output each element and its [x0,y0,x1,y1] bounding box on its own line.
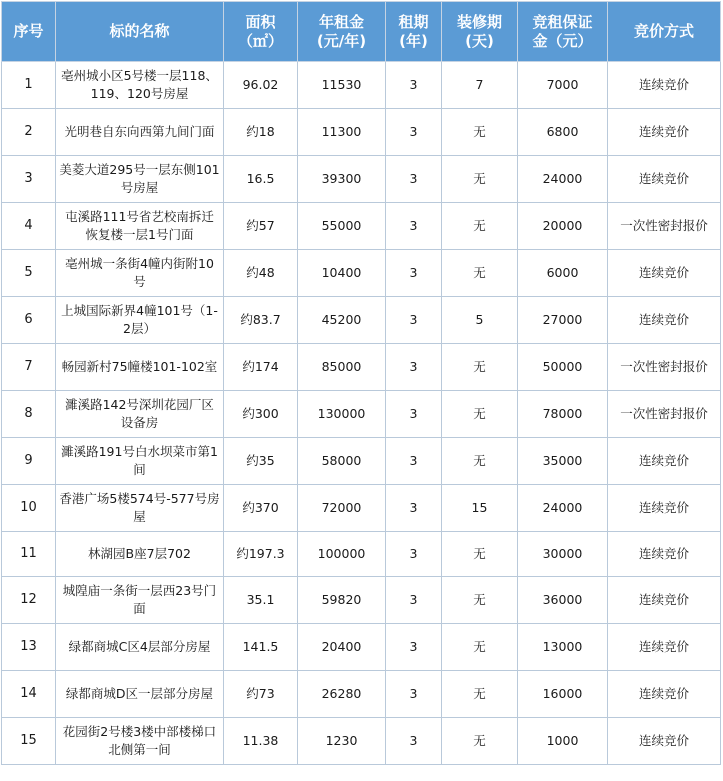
rent-cell: 26280 [298,671,386,718]
method-cell: 连续竞价 [608,718,721,765]
rent-cell: 45200 [298,297,386,344]
header-method: 竞价方式 [608,2,721,62]
method-cell: 连续竞价 [608,532,721,577]
seq-cell: 13 [2,624,56,671]
renovation-cell: 15 [442,485,518,532]
renovation-cell: 无 [442,577,518,624]
rent-cell: 11300 [298,109,386,156]
seq-cell: 10 [2,485,56,532]
area-cell: 约300 [224,391,298,438]
area-cell: 16.5 [224,156,298,203]
header-deposit: 竞租保证 金（元） [518,2,608,62]
header-renovation: 装修期 (天) [442,2,518,62]
table-row [2,671,721,718]
name-cell: 绿都商城C区4层部分房屋 [56,624,224,671]
seq-cell: 4 [2,203,56,250]
name-cell: 畅园新村75幢楼101-102室 [56,344,224,391]
rent-cell: 130000 [298,391,386,438]
term-cell: 3 [386,250,442,297]
name-cell: 屯溪路111号省艺校南拆迁恢复楼一层1号门面 [56,203,224,250]
table-row [2,391,721,438]
rent-cell: 58000 [298,438,386,485]
renovation-cell: 无 [442,203,518,250]
renovation-cell: 无 [442,391,518,438]
term-cell: 3 [386,624,442,671]
name-cell: 濉溪路191号白水坝菜市第1间 [56,438,224,485]
name-cell: 香港广场5楼574号-577号房屋 [56,485,224,532]
area-cell: 约370 [224,485,298,532]
deposit-cell: 27000 [518,297,608,344]
area-cell: 约174 [224,344,298,391]
table-row [2,532,721,577]
renovation-cell: 无 [442,109,518,156]
area-cell: 约48 [224,250,298,297]
seq-cell: 6 [2,297,56,344]
seq-cell: 12 [2,577,56,624]
rent-cell: 39300 [298,156,386,203]
renovation-cell: 无 [442,718,518,765]
name-cell: 花园街2号楼3楼中部楼梯口北侧第一间 [56,718,224,765]
deposit-cell: 20000 [518,203,608,250]
renovation-cell: 无 [442,624,518,671]
area-cell: 约57 [224,203,298,250]
term-cell: 3 [386,156,442,203]
seq-cell: 2 [2,109,56,156]
term-cell: 3 [386,532,442,577]
area-cell: 约35 [224,438,298,485]
rent-cell: 85000 [298,344,386,391]
deposit-cell: 78000 [518,391,608,438]
method-cell: 连续竞价 [608,250,721,297]
area-cell: 约197.3 [224,532,298,577]
table-row [2,577,721,624]
name-cell: 美菱大道295号一层东侧101号房屋 [56,156,224,203]
seq-cell: 15 [2,718,56,765]
deposit-cell: 30000 [518,532,608,577]
table-row [2,438,721,485]
term-cell: 3 [386,577,442,624]
method-cell: 连续竞价 [608,624,721,671]
deposit-cell: 6000 [518,250,608,297]
deposit-cell: 50000 [518,344,608,391]
method-cell: 连续竞价 [608,577,721,624]
area-cell: 11.38 [224,718,298,765]
area-cell: 35.1 [224,577,298,624]
name-cell: 亳州城小区5号楼一层118、119、120号房屋 [56,62,224,109]
term-cell: 3 [386,671,442,718]
rent-cell: 20400 [298,624,386,671]
seq-cell: 8 [2,391,56,438]
deposit-cell: 16000 [518,671,608,718]
deposit-cell: 13000 [518,624,608,671]
rent-cell: 11530 [298,62,386,109]
renovation-cell: 5 [442,297,518,344]
header-term: 租期 (年) [386,2,442,62]
rent-cell: 1230 [298,718,386,765]
name-cell: 濉溪路142号深圳花园厂区设备房 [56,391,224,438]
term-cell: 3 [386,297,442,344]
seq-cell: 14 [2,671,56,718]
seq-cell: 3 [2,156,56,203]
method-cell: 连续竞价 [608,485,721,532]
term-cell: 3 [386,391,442,438]
term-cell: 3 [386,485,442,532]
table-row [2,250,721,297]
renovation-cell: 无 [442,250,518,297]
method-cell: 一次性密封报价 [608,203,721,250]
seq-cell: 1 [2,62,56,109]
term-cell: 3 [386,438,442,485]
term-cell: 3 [386,109,442,156]
method-cell: 连续竞价 [608,62,721,109]
name-cell: 亳州城一条街4幢内街附10号 [56,250,224,297]
table-row [2,297,721,344]
renovation-cell: 无 [442,438,518,485]
area-cell: 约18 [224,109,298,156]
renovation-cell: 无 [442,344,518,391]
method-cell: 连续竞价 [608,297,721,344]
area-cell: 约83.7 [224,297,298,344]
table-row [2,718,721,765]
header-area: 面积 （㎡） [224,2,298,62]
seq-cell: 5 [2,250,56,297]
rent-cell: 100000 [298,532,386,577]
table-row [2,485,721,532]
deposit-cell: 24000 [518,485,608,532]
lease-auction-table [1,1,721,765]
deposit-cell: 35000 [518,438,608,485]
method-cell: 连续竞价 [608,671,721,718]
deposit-cell: 7000 [518,62,608,109]
deposit-cell: 36000 [518,577,608,624]
table-row [2,344,721,391]
table-row [2,62,721,109]
rent-cell: 10400 [298,250,386,297]
term-cell: 3 [386,344,442,391]
method-cell: 连续竞价 [608,156,721,203]
seq-cell: 9 [2,438,56,485]
header-name: 标的名称 [56,2,224,62]
renovation-cell: 无 [442,532,518,577]
deposit-cell: 24000 [518,156,608,203]
method-cell: 一次性密封报价 [608,344,721,391]
name-cell: 城隍庙一条街一层西23号门面 [56,577,224,624]
table-row [2,624,721,671]
name-cell: 上城国际新界4幢101号（1-2层） [56,297,224,344]
name-cell: 林湖园B座7层702 [56,532,224,577]
area-cell: 141.5 [224,624,298,671]
renovation-cell: 无 [442,156,518,203]
table-row [2,203,721,250]
rent-cell: 55000 [298,203,386,250]
area-cell: 约73 [224,671,298,718]
method-cell: 一次性密封报价 [608,391,721,438]
method-cell: 连续竞价 [608,109,721,156]
seq-cell: 11 [2,532,56,577]
rent-cell: 72000 [298,485,386,532]
term-cell: 3 [386,718,442,765]
header-row [2,2,721,62]
term-cell: 3 [386,203,442,250]
header-rent: 年租金 (元/年) [298,2,386,62]
seq-cell: 7 [2,344,56,391]
table-body [2,62,721,765]
deposit-cell: 6800 [518,109,608,156]
term-cell: 3 [386,62,442,109]
header-seq: 序号 [2,2,56,62]
name-cell: 光明巷自东向西第九间门面 [56,109,224,156]
method-cell: 连续竞价 [608,438,721,485]
rent-cell: 59820 [298,577,386,624]
area-cell: 96.02 [224,62,298,109]
table-row [2,156,721,203]
table-row [2,109,721,156]
renovation-cell: 7 [442,62,518,109]
deposit-cell: 1000 [518,718,608,765]
name-cell: 绿都商城D区一层部分房屋 [56,671,224,718]
renovation-cell: 无 [442,671,518,718]
